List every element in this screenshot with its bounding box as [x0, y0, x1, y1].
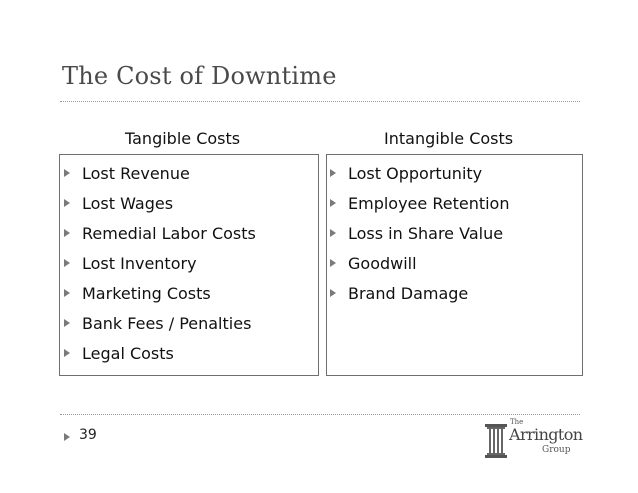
logo-the-text: The: [510, 418, 524, 426]
list-item-label: Lost Opportunity: [348, 163, 483, 183]
footer-divider: [60, 414, 580, 415]
list-item: [62, 158, 256, 188]
footer-arrow-icon: [64, 433, 70, 441]
bullet-arrow-icon: [64, 259, 70, 267]
list-item-label: Legal Costs: [82, 343, 174, 363]
logo-group-text: Group: [542, 445, 571, 455]
list-item-label: Lost Inventory: [82, 253, 197, 273]
list-item: [328, 248, 509, 278]
bullet-arrow-icon: [330, 169, 336, 177]
logo-name-text: Arrington: [509, 425, 583, 444]
list-item: [328, 158, 509, 188]
list-item: [62, 188, 256, 218]
intangible-costs-list: [328, 158, 509, 308]
list-item: [62, 338, 256, 368]
tangible-costs-list: [62, 158, 256, 368]
title-divider: [60, 101, 580, 102]
list-item-label: Employee Retention: [348, 193, 510, 213]
list-item: [328, 188, 509, 218]
bullet-arrow-icon: [64, 199, 70, 207]
list-item: [62, 278, 256, 308]
bullet-arrow-icon: [330, 199, 336, 207]
list-item-label: Loss in Share Value: [348, 223, 504, 243]
list-item-label: Marketing Costs: [82, 283, 211, 303]
list-item-label: Goodwill: [348, 253, 417, 273]
bullet-arrow-icon: [64, 229, 70, 237]
bullet-arrow-icon: [330, 289, 336, 297]
list-item: [328, 278, 509, 308]
bullet-arrow-icon: [330, 259, 336, 267]
intangible-costs-heading: Intangible Costs: [384, 129, 514, 148]
bullet-arrow-icon: [64, 349, 70, 357]
bullet-arrow-icon: [64, 169, 70, 177]
list-item-label: Remedial Labor Costs: [82, 223, 256, 243]
list-item-label: Brand Damage: [348, 283, 469, 303]
page-number: 39: [79, 427, 97, 443]
list-item-label: Lost Wages: [82, 193, 174, 213]
bullet-arrow-icon: [64, 289, 70, 297]
list-item-label: Lost Revenue: [82, 163, 190, 183]
column-pillar-icon: [484, 424, 508, 458]
list-item: [62, 218, 256, 248]
list-item: [62, 248, 256, 278]
list-item-label: Bank Fees / Penalties: [82, 313, 252, 333]
slide-title: The Cost of Downtime: [62, 62, 337, 90]
list-item: [328, 218, 509, 248]
bullet-arrow-icon: [330, 229, 336, 237]
list-item: [62, 308, 256, 338]
bullet-arrow-icon: [64, 319, 70, 327]
arrington-group-logo: [484, 418, 583, 460]
tangible-costs-heading: Tangible Costs: [125, 129, 241, 148]
